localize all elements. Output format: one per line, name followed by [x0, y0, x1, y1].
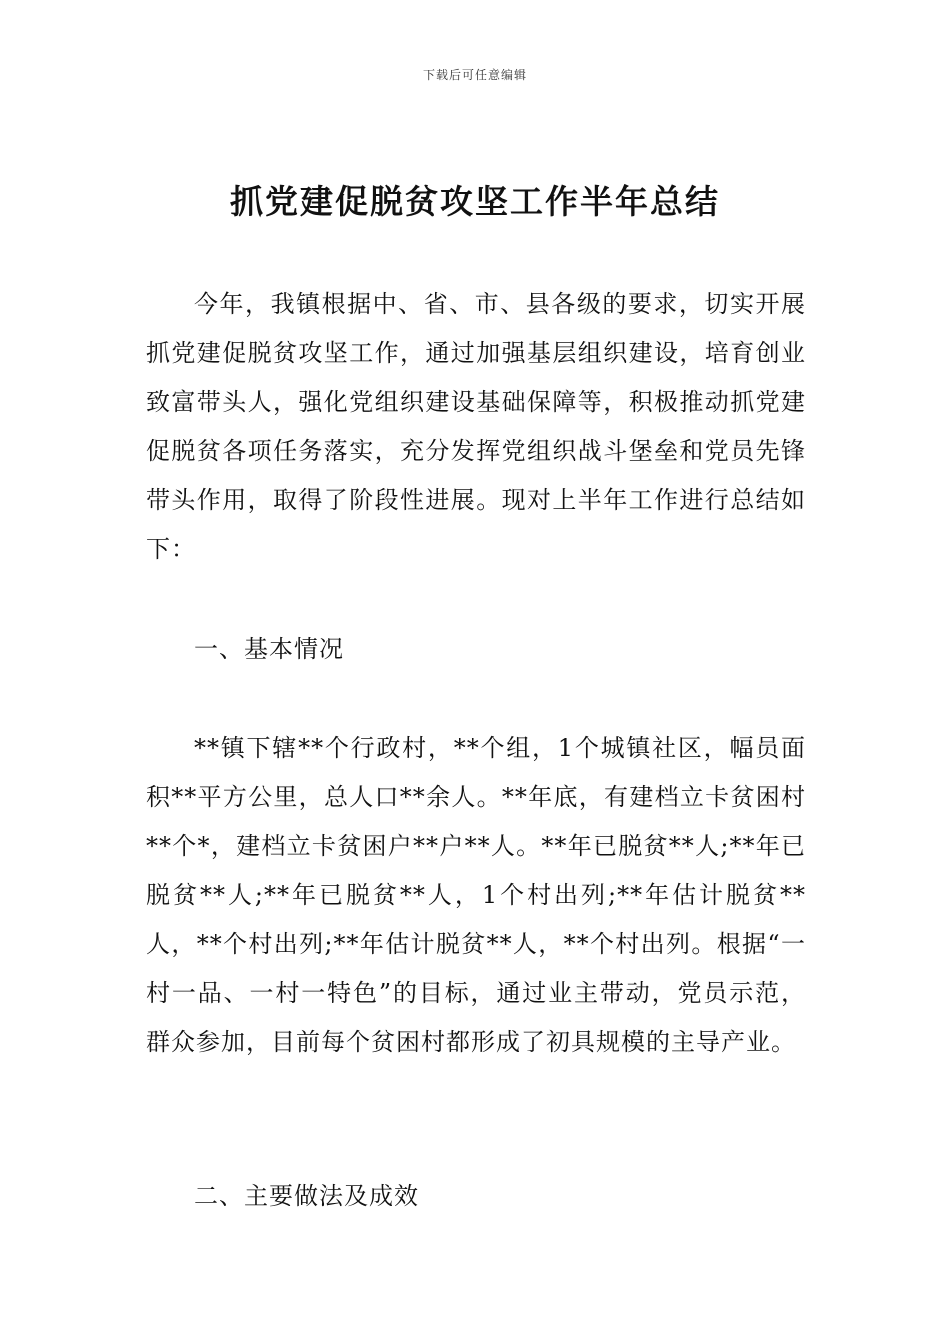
header-note: 下载后可任意编辑 — [422, 68, 527, 82]
section-heading-main-practices: 二、主要做法及成效 — [194, 1182, 419, 1210]
intro-paragraph: 今年，我镇根据中、省、市、县各级的要求，切实开展抓党建促脱贫攻坚工作，通过加强基层组织建设，培育创业致富带头人，强化党组织建设基础保障等，积极推动抓党建促脱贫各项任务落实，充分发挥党组织战斗堡垒和党员先锋带头作用，取得了阶段性进展。现对上半年工作进行总结如下： — [146, 290, 806, 563]
section-heading-basic-situation: 一、基本情况 — [194, 635, 344, 663]
document-title: 抓党建促脱贫攻坚工作半年总结 — [230, 182, 720, 221]
basic-situation-paragraph: **镇下辖**个行政村，**个组，1个城镇社区，幅员面积**平方公里，总人口**余人。**年底，有建档立卡贫困村**个*，建档立卡贫困户**户**人。**年已脱贫**人;**年已脱贫**人;**年已脱贫**人，1个村出列;**年估计脱贫**人，**个村出列;**年估计脱贫**人，**个村出列。根据“一村一品、一村一特色”的目标，通过业主带动，党员示范，群众参加，目前每个贫困村都形成了初具规模的主导产业。 — [146, 734, 806, 1056]
